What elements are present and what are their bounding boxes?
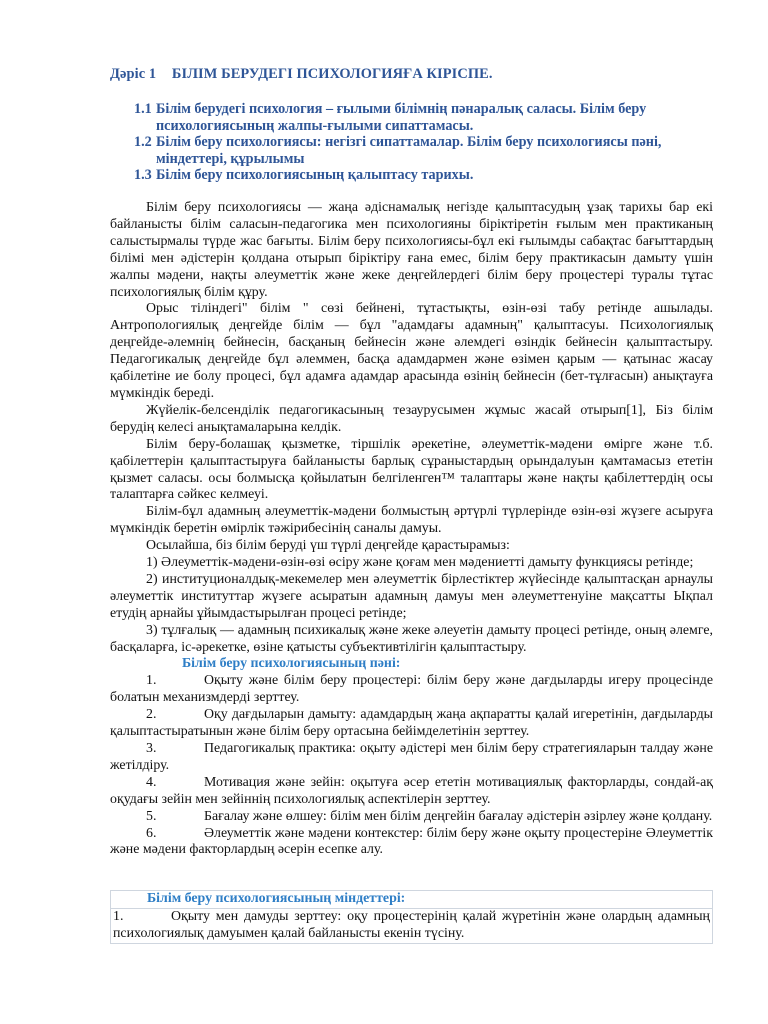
lecture-title — [110, 66, 493, 83]
table-row — [111, 908, 713, 943]
list-item-text: Оқу дағдыларын дамыту: адамдардың жаңа ақпаратты қалай игеретінін, дағдыларды қалыптастыратынын және білім беру ортасына бейімделетінін зерттеу. — [110, 707, 713, 740]
paragraph: 3) тұлғалық — адамның психикалық және жеке әлеуетін дамыту процесі ретінде, оның әлемге, басқаларға, іс-әрекетке, өзіне қатысты субъективтілігін қалыптастыру. — [110, 622, 713, 655]
toc-item — [134, 134, 714, 167]
paragraph: Білім-бұл адамның әлеуметтік-мәдени болмыстың әртүрлі түрлерінде өзін-өзі жүзеге асыруға мүмкіндік беретін өмірлік тәжірибесінің саналы дамуы. — [110, 504, 713, 537]
toc-item-number: 1.1 — [134, 101, 152, 117]
list-item — [110, 741, 713, 775]
toc-item-number: 1.2 — [134, 134, 152, 151]
toc-item — [134, 101, 714, 134]
paragraph: Білім беру психологиясы — жаңа әдіснамалық негізде қалыптасудың ұзақ тарихы бар екі байланысты білім саласын-педагогика мен психологияны біріктіретін ғылым мен практиканың салыстырмалы түрде жас бағыты. Білім беру психологиясы-бұл екі ғылымды сабақтас бағыттардың білімі мен әдістерін қолдана отырып біріктіру ғана емес, білім беру практикасын дамыту үшін жалпы мәдени, нақты әлеуметтік және жеке деңгейлердегі білім беру процестері туралы тұтас психологиялық білім құру. — [110, 200, 713, 300]
list-item-number: 2. — [146, 707, 157, 723]
toc-item-text: Білім берудегі психология – ғылыми білімнің пәнаралық саласы. Білім беру психологиясының жалпы-ғылыми сипаттамасы. — [156, 101, 647, 134]
subject-heading: Білім беру психологиясының пәні: — [182, 656, 401, 672]
list-item-number: 1. — [113, 908, 124, 924]
lecture-title-text: БІЛІМ БЕРУДЕГІ ПСИХОЛОГИЯҒА КІРІСПЕ. — [171, 66, 493, 82]
subject-list — [110, 673, 713, 859]
list-item — [110, 775, 713, 809]
toc-item — [134, 167, 714, 184]
list-item-text: Педагогикалық практика: оқыту әдістері мен білім беру стратегияларын талдау және жетілдіру. — [110, 741, 713, 773]
table-cell — [111, 908, 713, 943]
list-item — [110, 809, 713, 826]
table-row — [111, 891, 713, 909]
list-item-text: Оқыту және білім беру процестері: білім беру және дағдыларды игеру процесінде болатын механизмдерді зерттеу. — [110, 673, 713, 706]
tasks-table — [110, 890, 713, 944]
paragraph: Осылайша, біз білім беруді үш түрлі деңгейде қарастырамыз: — [146, 538, 510, 554]
tasks-heading: Білім беру психологиясының міндеттері: — [111, 891, 713, 909]
list-item-number: 5. — [146, 808, 157, 824]
list-item — [110, 707, 713, 741]
table-of-contents — [134, 101, 714, 184]
list-item-number: 1. — [146, 673, 157, 689]
paragraph: Орыс тіліндегі" білім " сөзі бейнені, тұтастықты, өзін-өзі табу ретінде ашылады. Антропологиялық деңгейде білім — бұл "адамдағы адамның" қалыптасуы. Психологиялық деңгейде-әлемнің бейнесін, басқаның бейнесін және әлемдегі өзіндік бейнесін қалыптастыру. Педагогикалық деңгейде бұл әлеммен, басқа адамдармен және өзімен қарым — қатынас жасау қабілетіне ие болу процесі, бұл адамға адамдар арасында өзінің бейнесін (бет-тұлғасын) анықтауға мүмкіндік береді. — [110, 301, 713, 401]
list-item-text: Мотивация және зейін: оқытуға әсер ететін мотивациялық факторларды, сондай-ақ оқудағы зейін мен зейіннің психологиялық аспектілерін зерттеу. — [110, 774, 713, 807]
paragraph: 1) Әлеуметтік-мәдени-өзін-өзі өсіру және қоғам мен мәдениетті дамыту функциясы ретінде; — [146, 555, 694, 571]
list-item — [110, 826, 713, 860]
document-body — [110, 200, 713, 859]
list-item-text: Бағалау және өлшеу: білім мен білім деңгейін бағалау әдістерін әзірлеу және қолдану. — [204, 808, 713, 824]
list-item-number: 3. — [146, 741, 157, 756]
list-item-number: 6. — [146, 825, 157, 841]
toc-item-text: Білім беру психологиясы: негізгі сипаттамалар. Білім беру психологиясы пәні, міндеттері, құрылымы — [156, 134, 662, 167]
paragraph: Жүйелік-белсенділік педагогикасының тезаурусымен жұмыс жасай отырып[1], Біз білім берудің келесі анықтамаларына келдік. — [110, 402, 713, 435]
list-item-text: Әлеуметтік және мәдени контекстер: білім беру және оқыту процестеріне Әлеуметтік және мәдени факторлардың әсерін есепке алу. — [110, 825, 713, 858]
list-item — [110, 673, 713, 707]
paragraph: Білім беру-болашақ қызметке, тіршілік әрекетіне, әлеуметтік-мәдени өмірге және т.б. қабілеттерін қалыптастыруға байланысты барлық сұраныстардың орындалуын қамтамасыз ететін қызмет саласы. осы болмысқа қойылатын белгіленген™ талаптары және нақты қабілеттердің осы талаптарға сәйкес келмеуі. — [110, 436, 713, 503]
paragraph: 2) институционалдық-мекемелер мен әлеуметтік бірлестіктер жүйесінде қалыптасқан арнаулы әлеуметтік институттар жүзеге асыратын адамның дамуы мен әлеуметтенуіне мақсатты Ықпал етудің арнайы ұйымдастырылған процесі ретінде; — [110, 571, 713, 621]
toc-item-text: Білім беру психологиясының қалыптасу тарихы. — [156, 167, 474, 184]
toc-item-number: 1.3 — [134, 167, 152, 184]
lecture-label: Дәріс 1 — [110, 66, 157, 82]
list-item-text: Оқыту мен дамуды зерттеу: оқу процестерінің қалай жүретінін және олардың адамның психологиялық дамуымен қалай байланысты екенін түсіну. — [113, 908, 710, 941]
list-item-number: 4. — [146, 774, 157, 790]
